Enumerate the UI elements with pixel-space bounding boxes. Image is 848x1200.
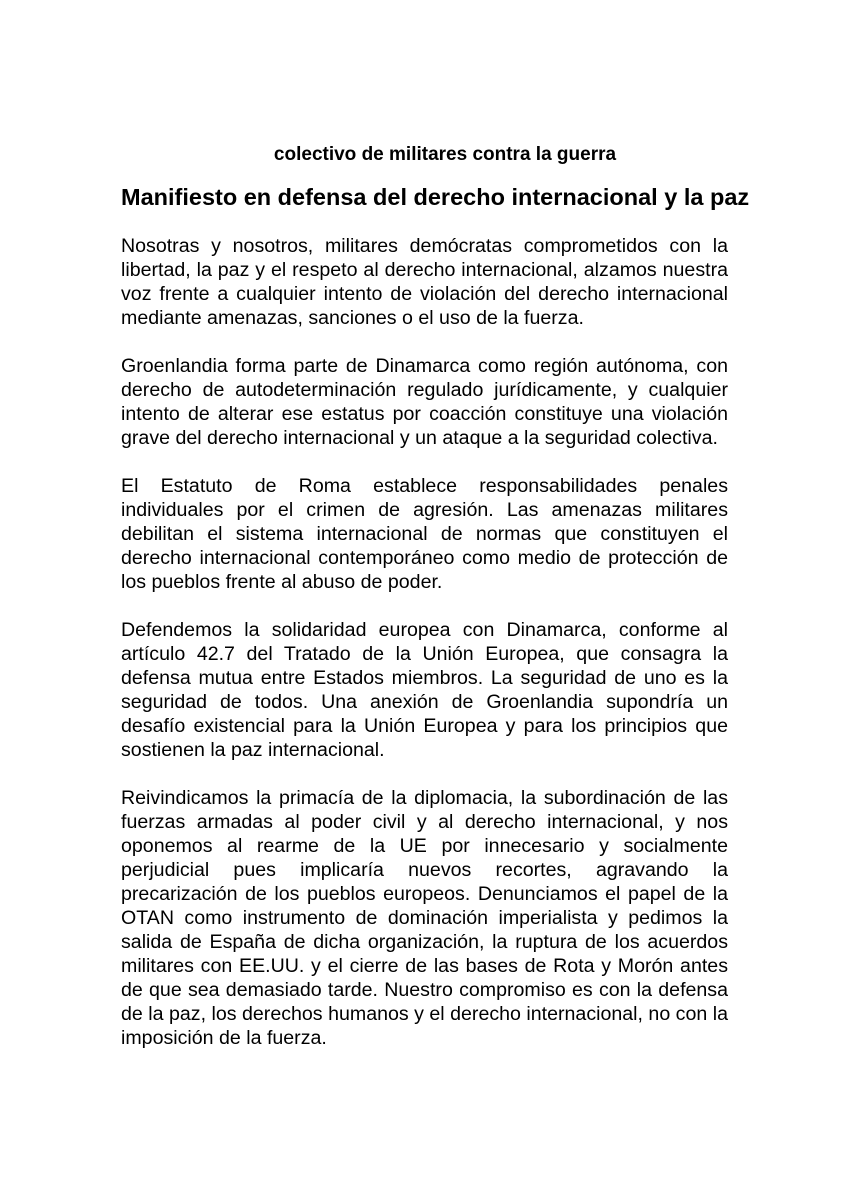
document-title: Manifiesto en defensa del derecho internacional y la paz — [121, 184, 750, 210]
organization-heading: colectivo de militares contra la guerra — [273, 144, 617, 165]
document-body — [121, 234, 728, 1074]
paragraph-1: Nosotras y nosotros, militares demócratas comprometidos con la libertad, la paz y el respeto al derecho internacional, alzamos nuestra voz frente a cualquier intento de violación del derecho internacional mediante amenazas, sanciones o el uso de la fuerza. — [121, 235, 728, 329]
paragraph-3: El Estatuto de Roma establece responsabilidades penales individuales por el crimen de agresión. Las amenazas militares debilitan el sistema internacional de normas que constituyen el derecho internacional contemporáneo como medio de protección de los pueblos frente al abuso de poder. — [121, 475, 728, 593]
paragraph-4: Defendemos la solidaridad europea con Dinamarca, conforme al artículo 42.7 del Tratado de la Unión Europea, que consagra la defensa mutua entre Estados miembros. La seguridad de uno es la seguridad de todos. Una anexión de Groenlandia supondría un desafío existencial para la Unión Europea y para los principios que sostienen la paz internacional. — [121, 619, 728, 761]
paragraph-5: Reivindicamos la primacía de la diplomacia, la subordinación de las fuerzas armadas al poder civil y al derecho internacional, y nos oponemos al rearme de la UE por innecesario y socialmente perjudicial pues implicaría nuevos recortes, agravando la precarización de los pueblos europeos. Denunciamos el papel de la OTAN como instrumento de dominación imperialista y pedimos la salida de España de dicha organización, la ruptura de los acuerdos militares con EE.UU. y el cierre de las bases de Rota y Morón antes de que sea demasiado tarde. Nuestro compromiso es con la defensa de la paz, los derechos humanos y el derecho internacional, no con la imposición de la fuerza. — [121, 787, 728, 1049]
paragraph-2: Groenlandia forma parte de Dinamarca como región autónoma, con derecho de autodeterminación regulado jurídicamente, y cualquier intento de alterar ese estatus por coacción constituye una violación grave del derecho internacional y un ataque a la seguridad colectiva. — [121, 355, 728, 449]
